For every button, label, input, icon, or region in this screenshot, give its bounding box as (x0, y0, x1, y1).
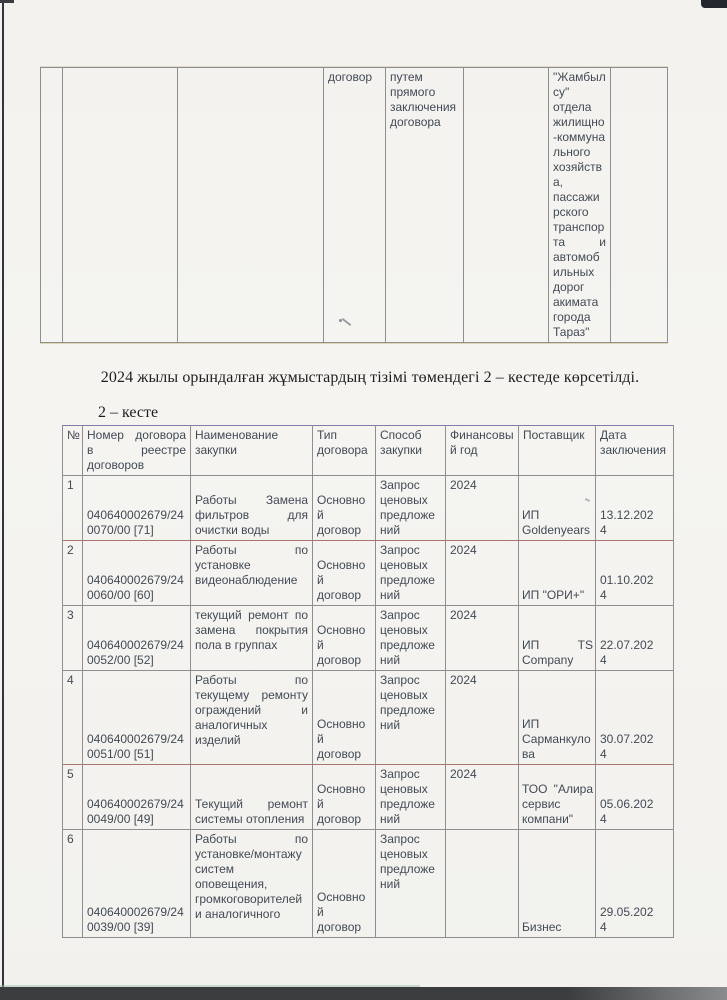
table-row (41, 68, 668, 343)
cell-contract-type: Основной договор (313, 830, 376, 938)
table-row (63, 671, 674, 765)
cell-num: 5 (63, 765, 83, 830)
cell-purchase-name: Работы по установке видеонаблюдение (191, 541, 313, 606)
cell-supplier: ИП Сарманкулова (519, 671, 596, 765)
cell-purchase-method: Запрос ценовых предложений (376, 606, 446, 671)
cell-purchase-name: Работы по текущему ремонту ограждений и аналогичных изделий (191, 671, 313, 765)
cell-date: 05.06.2024 (596, 765, 674, 830)
cell-num: 6 (63, 830, 83, 938)
cell-num: 2 (63, 541, 83, 606)
header-supplier: Поставщик (519, 426, 596, 476)
cell-contract-number: 040640002679/240049/00 [49] (83, 765, 191, 830)
cell-purchase-method: путем прямого заключения договора (386, 68, 464, 343)
table-row (63, 606, 674, 671)
header-purchase-method: Способ закупки (376, 426, 446, 476)
cell-purchase-name: Работы по установке/монтажу систем оповещения, громкоговорителей и аналогичного (191, 830, 313, 938)
cell-supplier: ТОО "Алира сервис компани" (519, 765, 596, 830)
cell-empty-name (178, 68, 324, 343)
cell-purchase-method: Запрос ценовых предложений (376, 671, 446, 765)
header-fiscal-year: Финансовый год (446, 426, 519, 476)
cell-num: 3 (63, 606, 83, 671)
cell-purchase-method: Запрос ценовых предложений (376, 830, 446, 938)
cell-date: 29.05.2024 (596, 830, 674, 938)
table-row (63, 765, 674, 830)
header-purchase-name: Наименование закупки (191, 426, 313, 476)
cell-supplier: "Жамбыл су" отдела жилищно-коммунального хозяйства, пассажирского транспорта и автомобильных дорог акимата города Тараз" (549, 68, 611, 343)
cell-purchase-name: Работы Замена фильтров для очистки воды (191, 476, 313, 541)
cell-purchase-method: Запрос ценовых предложений (376, 541, 446, 606)
scan-edge-left (2, 0, 4, 1000)
cell-empty-date (611, 68, 668, 343)
header-num: № (63, 426, 83, 476)
cell-contract-number: 040640002679/240070/00 [71] (83, 476, 191, 541)
cell-purchase-method: Запрос ценовых предложений (376, 476, 446, 541)
scan-mark-top-left (0, 0, 14, 3)
cell-contract-number: 040640002679/240051/00 [51] (83, 671, 191, 765)
table-row (63, 476, 674, 541)
cell-date: 30.07.2024 (596, 671, 674, 765)
cell-empty-contract (63, 68, 178, 343)
page-caption: 2024 жылы орындалған жұмыстардың тізімі төмендегі 2 – кестеде көрсетілді. (100, 369, 640, 386)
cell-fiscal-year: 2024 (446, 541, 519, 606)
header-date: Дата заключения (596, 426, 674, 476)
scan-mark-top-right (701, 0, 727, 8)
cell-contract-type: Основной договор (313, 476, 376, 541)
scan-bottom-bar (0, 987, 727, 1000)
previous-page-table-fragment (40, 67, 668, 343)
table-label: 2 – кесте (98, 404, 159, 421)
cell-fiscal-year (446, 830, 519, 938)
cell-supplier: ИП "ОРИ+" (519, 541, 596, 606)
table-row (63, 830, 674, 938)
cell-contract-type: Основной договор (313, 765, 376, 830)
cell-supplier: ИП TS Company (519, 606, 596, 671)
cell-fiscal-year: 2024 (446, 476, 519, 541)
cell-empty-num (41, 68, 63, 343)
cell-contract-number: 040640002679/240060/00 [60] (83, 541, 191, 606)
contracts-table (62, 425, 674, 938)
cell-contract-type: Основной договор (313, 606, 376, 671)
cell-date: 22.07.2024 (596, 606, 674, 671)
cell-num: 4 (63, 671, 83, 765)
header-contract-number: Номер договора в реестре договоров (83, 426, 191, 476)
cell-fiscal-year: 2024 (446, 765, 519, 830)
cell-fiscal-year: 2024 (446, 671, 519, 765)
cell-purchase-method: Запрос ценовых предложений (376, 765, 446, 830)
cell-empty-year (464, 68, 549, 343)
table-row (63, 541, 674, 606)
cell-supplier: ИП Goldenyears (519, 476, 596, 541)
cell-fiscal-year: 2024 (446, 606, 519, 671)
cell-supplier: Бизнес (519, 830, 596, 938)
cell-contract-type: договор (324, 68, 386, 343)
cell-contract-type: Основной договор (313, 541, 376, 606)
header-contract-type: Тип договора (313, 426, 376, 476)
cell-date: 01.10.2024 (596, 541, 674, 606)
header-row (63, 426, 674, 476)
cell-contract-number: 040640002679/240039/00 [39] (83, 830, 191, 938)
cell-purchase-name: текущий ремонт по замена покрытия пола в группах (191, 606, 313, 671)
cell-contract-number: 040640002679/240052/00 [52] (83, 606, 191, 671)
cell-num: 1 (63, 476, 83, 541)
cell-date: 13.12.2024 (596, 476, 674, 541)
cell-contract-type: Основной договор (313, 671, 376, 765)
cell-purchase-name: Текущий ремонт системы отопления (191, 765, 313, 830)
